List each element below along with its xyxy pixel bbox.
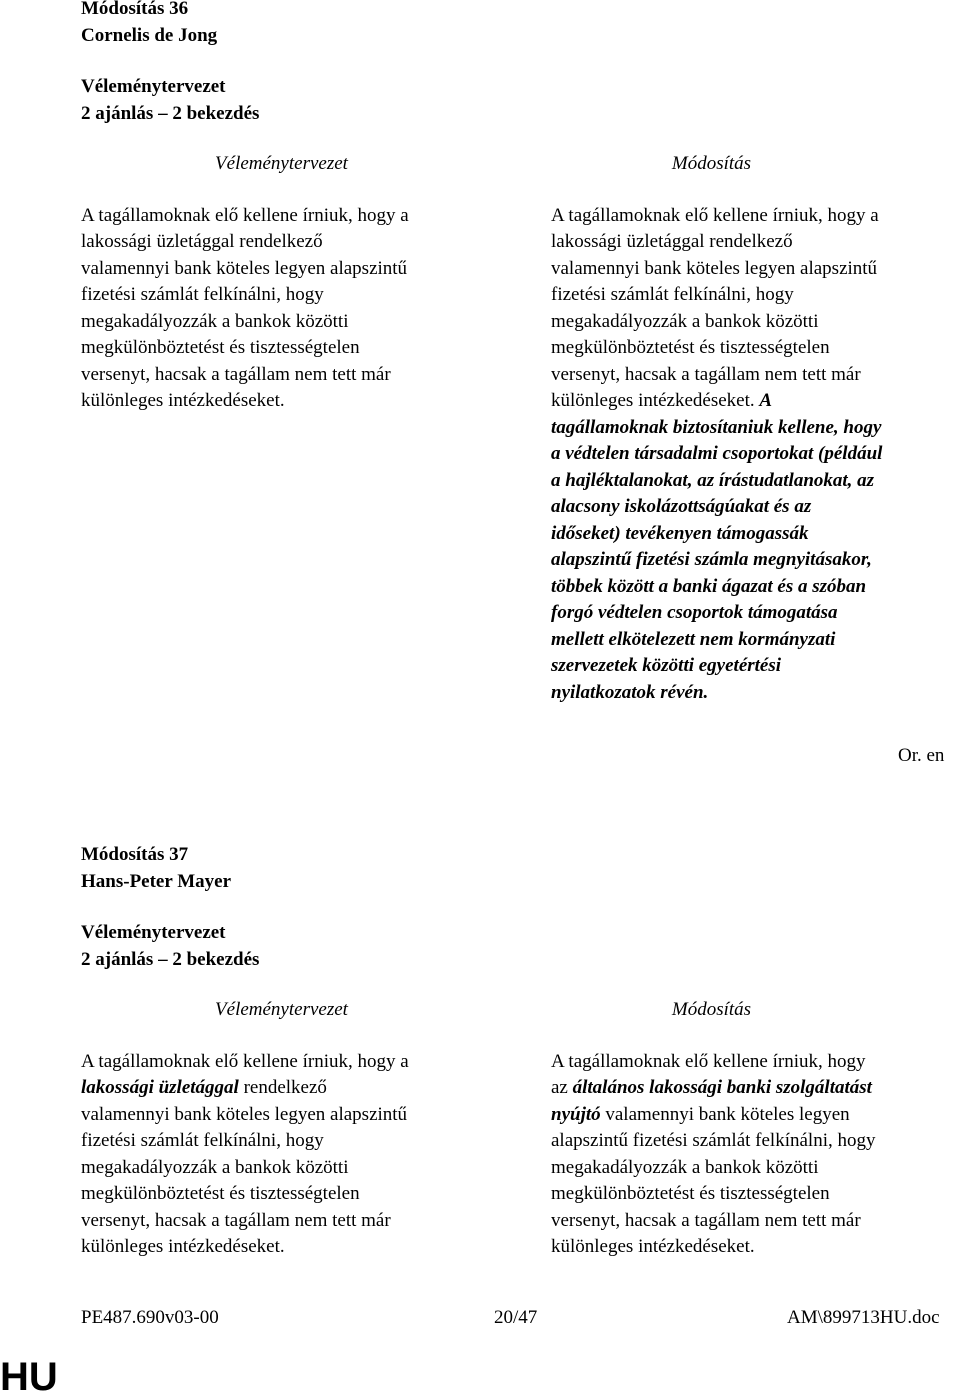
text-line xyxy=(81,256,486,283)
text-line xyxy=(551,468,960,495)
column-title-draft: Véleménytervezet xyxy=(215,999,348,1020)
draft-text xyxy=(81,203,486,415)
text-line xyxy=(551,1102,960,1129)
text-line xyxy=(551,653,960,680)
text-line xyxy=(81,203,486,230)
text-line xyxy=(81,309,486,336)
draft-opinion-column xyxy=(81,997,486,1261)
inserted-text: nyújtó xyxy=(551,1103,601,1125)
text-segment: különleges intézkedéseket. xyxy=(81,1236,285,1257)
amendment-reference: 2 ajánlás – 2 bekezdés xyxy=(81,102,260,124)
text-line xyxy=(551,1181,960,1208)
inserted-text: mellett elkötelezett nem kormányzati xyxy=(551,628,836,650)
draft-text xyxy=(81,1049,486,1261)
footer-page-number: 20/47 xyxy=(494,1307,538,1328)
text-line xyxy=(551,256,960,283)
text-segment: fizetési számlát felkínálni, hogy xyxy=(81,1130,324,1151)
original-language: Or. en xyxy=(898,745,945,766)
inserted-text: A xyxy=(759,390,773,411)
text-segment: versenyt, hacsak a tagállam nem tett már xyxy=(551,363,861,385)
amendment-author: Cornelis de Jong xyxy=(81,24,218,46)
amendment-column xyxy=(551,151,960,706)
amendment-heading: Módosítás 37 xyxy=(81,844,189,865)
text-segment: A tagállamoknak elő kellene írniuk, hogy xyxy=(551,1050,866,1072)
text-line xyxy=(81,1128,486,1155)
text-segment: különleges intézkedéseket. xyxy=(551,1236,755,1257)
amendment-37 xyxy=(81,842,881,1257)
text-segment: rendelkező xyxy=(238,1077,327,1098)
text-line xyxy=(551,1128,960,1155)
text-segment: valamennyi bank köteles legyen alapszintű xyxy=(551,257,878,279)
text-line xyxy=(551,415,960,442)
text-segment: A tagállamoknak elő kellene írniuk, hogy a xyxy=(551,204,879,226)
amendment-36 xyxy=(81,0,883,703)
inserted-text: időseket) tevékenyen támogassák xyxy=(551,522,809,544)
inserted-text: a hajléktalanokat, az írástudatlanokat, az xyxy=(551,469,875,491)
text-line xyxy=(551,203,960,230)
text-segment: versenyt, hacsak a tagállam nem tett már xyxy=(551,1209,861,1231)
amendment-heading: Módosítás 36 xyxy=(81,0,189,19)
text-line xyxy=(551,547,960,574)
text-segment: az xyxy=(551,1077,573,1098)
text-line xyxy=(551,574,960,601)
text-line xyxy=(81,1102,486,1129)
text-line xyxy=(551,1155,960,1182)
text-line xyxy=(551,600,960,627)
inserted-text: nyilatkozatok révén. xyxy=(551,681,709,703)
column-title-draft: Véleménytervezet xyxy=(215,153,348,174)
amendment-document: Véleménytervezet xyxy=(81,922,226,943)
text-line xyxy=(81,335,486,362)
text-line xyxy=(81,362,486,389)
text-segment: valamennyi bank köteles legyen alapszintű xyxy=(81,257,408,279)
text-segment: fizetési számlát felkínálni, hogy xyxy=(81,284,324,305)
text-line xyxy=(551,441,960,468)
text-line xyxy=(551,1075,960,1102)
text-segment: fizetési számlát felkínálni, hogy xyxy=(551,284,794,305)
text-line xyxy=(551,335,960,362)
text-segment: különleges intézkedéseket. xyxy=(551,390,760,411)
text-segment: megkülönböztetést és tisztességtelen xyxy=(551,1183,830,1204)
text-segment: lakossági üzletággal rendelkező xyxy=(551,231,793,252)
text-segment: A tagállamoknak elő kellene írniuk, hogy a xyxy=(81,1050,409,1072)
footer-doc-number: PE487.690v03-00 xyxy=(81,1307,219,1328)
text-segment: megkülönböztetést és tisztességtelen xyxy=(81,1183,360,1204)
text-line xyxy=(81,1208,486,1235)
inserted-text: alacsony iskolázottságúakat és az xyxy=(551,496,812,517)
amendment-document: Véleménytervezet xyxy=(81,76,226,97)
text-segment: megakadályozzák a bankok közötti xyxy=(81,1156,349,1178)
text-segment: megkülönböztetést és tisztességtelen xyxy=(81,337,360,358)
text-segment: alapszintű fizetési számlát felkínálni, hogy xyxy=(551,1130,876,1151)
comparison-columns xyxy=(81,997,881,1257)
amendment-text xyxy=(551,1049,960,1261)
text-segment: megakadályozzák a bankok közötti xyxy=(551,1156,819,1178)
text-line xyxy=(551,627,960,654)
text-segment: versenyt, hacsak a tagállam nem tett már xyxy=(81,363,391,385)
text-segment: különleges intézkedéseket. xyxy=(81,390,285,411)
column-title-amendment: Módosítás xyxy=(671,153,752,174)
text-line xyxy=(81,1181,486,1208)
text-segment: lakossági üzletággal rendelkező xyxy=(81,231,323,252)
inserted-text: lakossági üzletággal xyxy=(81,1077,239,1098)
text-line xyxy=(551,1049,960,1076)
inserted-text: általános lakossági banki szolgáltatást xyxy=(572,1077,872,1098)
text-segment: megakadályozzák a bankok közötti xyxy=(81,310,349,332)
inserted-text: többek között a banki ágazat és a szóban xyxy=(551,575,867,597)
text-line xyxy=(551,521,960,548)
text-line xyxy=(551,362,960,389)
inserted-text: forgó védtelen csoportok támogatása xyxy=(551,602,838,623)
amendment-author: Hans-Peter Mayer xyxy=(81,870,232,892)
text-line xyxy=(81,1234,486,1261)
column-title-amendment: Módosítás xyxy=(671,999,752,1020)
text-segment: versenyt, hacsak a tagállam nem tett már xyxy=(81,1209,391,1231)
inserted-text: szervezetek közötti egyetértési xyxy=(551,655,782,676)
text-line xyxy=(551,229,960,256)
text-line xyxy=(81,388,486,415)
draft-opinion-column xyxy=(81,151,486,415)
text-line xyxy=(551,1234,960,1261)
text-segment: A tagállamoknak elő kellene írniuk, hogy a xyxy=(81,204,409,226)
text-line xyxy=(81,282,486,309)
inserted-text: a védtelen társadalmi csoportokat (például xyxy=(551,443,883,464)
inserted-text: tagállamoknak biztosítaniuk kellene, hogy xyxy=(551,416,882,438)
text-line xyxy=(551,494,960,521)
comparison-columns xyxy=(81,151,883,703)
text-line xyxy=(551,309,960,336)
text-segment: megakadályozzák a bankok közötti xyxy=(551,310,819,332)
amendment-column xyxy=(551,997,960,1261)
text-line xyxy=(81,1075,486,1102)
page-footer xyxy=(81,1305,940,1333)
amendment-reference: 2 ajánlás – 2 bekezdés xyxy=(81,948,260,970)
text-line xyxy=(551,1208,960,1235)
text-segment: valamennyi bank köteles legyen alapszintű xyxy=(81,1103,408,1125)
text-line xyxy=(81,1049,486,1076)
text-segment: megkülönböztetést és tisztességtelen xyxy=(551,337,830,358)
language-code: HU xyxy=(0,1355,58,1399)
text-line xyxy=(81,229,486,256)
text-line xyxy=(551,282,960,309)
text-line xyxy=(81,1155,486,1182)
text-segment: valamennyi bank köteles legyen xyxy=(600,1103,850,1125)
text-line xyxy=(551,388,960,415)
inserted-text: alapszintű fizetési számla megnyitásakor, xyxy=(551,549,872,570)
footer-file-name: AM\899713HU.doc xyxy=(787,1307,940,1328)
amendment-text xyxy=(551,203,960,707)
text-line xyxy=(551,680,960,707)
